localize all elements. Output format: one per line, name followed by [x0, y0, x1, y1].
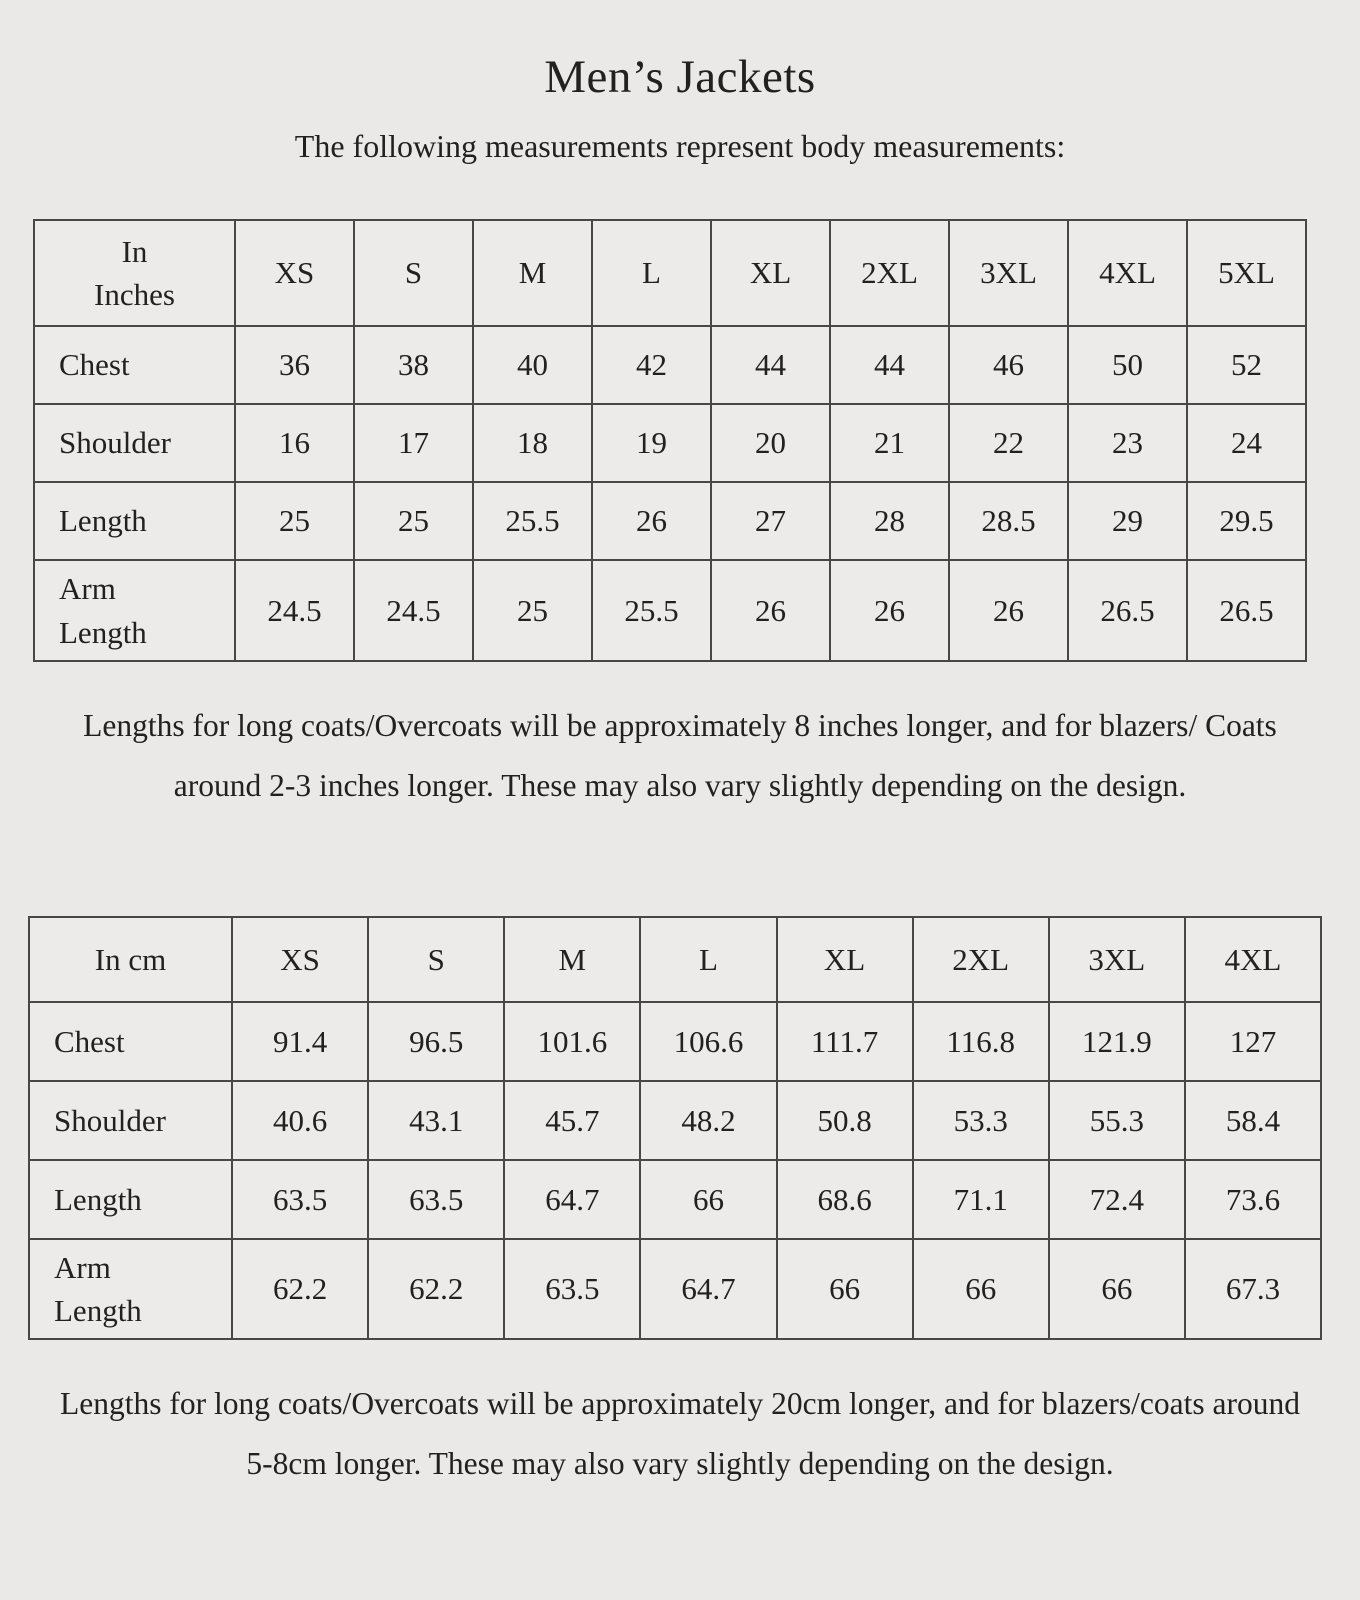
measurement-value-cell: 44 — [711, 326, 830, 404]
measurement-row-label — [29, 1160, 232, 1239]
measurement-value-cell: 42 — [592, 326, 711, 404]
measurement-value-cell: 63.5 — [368, 1160, 504, 1239]
measurement-value-cell: 67.3 — [1185, 1239, 1321, 1339]
measurement-row-label-text: Shoulder — [54, 1102, 166, 1138]
measurement-row-label-text: Chest — [59, 347, 130, 383]
inches-table-note: Lengths for long coats/Overcoats will be approximately 8 inches longer, and for blazers/ Coats around 2-3 inches longer. These may also vary slightly depending on the design. — [83, 708, 1277, 803]
measurement-row-label — [34, 482, 235, 560]
size-column-header: XS — [235, 220, 354, 326]
measurement-value-cell: 25 — [235, 482, 354, 560]
unit-header-cell — [29, 917, 232, 1002]
measurement-row-label — [34, 404, 235, 482]
measurement-value-cell: 21 — [830, 404, 949, 482]
measurement-row — [34, 560, 1306, 661]
unit-label: In Inches — [94, 233, 175, 312]
measurement-value-cell: 64.7 — [640, 1239, 776, 1339]
measurement-value-cell: 127 — [1185, 1002, 1321, 1081]
measurement-value-cell: 22 — [949, 404, 1068, 482]
measurement-value-cell: 50.8 — [777, 1081, 913, 1160]
measurement-row — [29, 1081, 1321, 1160]
cm-table-body — [29, 1002, 1321, 1339]
size-column-header: L — [640, 917, 776, 1002]
unit-header-cell — [34, 220, 235, 326]
measurement-row — [29, 1160, 1321, 1239]
measurement-value-cell: 36 — [235, 326, 354, 404]
measurement-value-cell: 26 — [949, 560, 1068, 661]
measurement-row-label — [29, 1239, 232, 1339]
measurement-value-cell: 68.6 — [777, 1160, 913, 1239]
measurement-value-cell: 24.5 — [354, 560, 473, 661]
measurement-row-label — [29, 1081, 232, 1160]
measurement-value-cell: 25.5 — [592, 560, 711, 661]
measurement-value-cell: 55.3 — [1049, 1081, 1185, 1160]
size-column-header: XL — [777, 917, 913, 1002]
measurement-value-cell: 111.7 — [777, 1002, 913, 1081]
measurement-value-cell: 66 — [640, 1160, 776, 1239]
size-column-header: 4XL — [1185, 917, 1321, 1002]
measurement-value-cell: 91.4 — [232, 1002, 368, 1081]
measurement-value-cell: 53.3 — [913, 1081, 1049, 1160]
measurement-value-cell: 48.2 — [640, 1081, 776, 1160]
measurement-row-label-text: Length — [54, 1181, 142, 1217]
measurement-value-cell: 25 — [354, 482, 473, 560]
measurement-row-label-text: Shoulder — [59, 425, 171, 461]
measurement-value-cell: 26 — [592, 482, 711, 560]
measurement-value-cell: 62.2 — [368, 1239, 504, 1339]
measurement-value-cell: 52 — [1187, 326, 1306, 404]
inches-table-body — [34, 326, 1306, 661]
measurement-value-cell: 25.5 — [473, 482, 592, 560]
measurement-value-cell: 96.5 — [368, 1002, 504, 1081]
inches-size-table — [33, 219, 1307, 662]
measurement-row-label-text: Arm Length — [59, 571, 147, 650]
size-column-header: M — [473, 220, 592, 326]
page-title: Men’s Jackets — [544, 51, 816, 103]
measurement-row-label-text: Arm Length — [54, 1249, 142, 1328]
measurement-value-cell: 58.4 — [1185, 1081, 1321, 1160]
measurement-value-cell: 63.5 — [232, 1160, 368, 1239]
measurement-value-cell: 72.4 — [1049, 1160, 1185, 1239]
measurement-value-cell: 26 — [711, 560, 830, 661]
measurement-value-cell: 63.5 — [504, 1239, 640, 1339]
measurement-value-cell: 24.5 — [235, 560, 354, 661]
measurement-value-cell: 43.1 — [368, 1081, 504, 1160]
size-column-header: 4XL — [1068, 220, 1187, 326]
measurement-value-cell: 25 — [473, 560, 592, 661]
measurement-value-cell: 38 — [354, 326, 473, 404]
measurement-value-cell: 121.9 — [1049, 1002, 1185, 1081]
header-row — [34, 220, 1306, 326]
measurement-value-cell: 17 — [354, 404, 473, 482]
measurement-value-cell: 40 — [473, 326, 592, 404]
measurement-value-cell: 26.5 — [1187, 560, 1306, 661]
size-column-header: 3XL — [949, 220, 1068, 326]
size-column-header: 2XL — [830, 220, 949, 326]
size-column-header: S — [354, 220, 473, 326]
cm-table-note: Lengths for long coats/Overcoats will be approximately 20cm longer, and for blazers/coats around 5-8cm longer. These may also vary slightly depending on the design. — [60, 1386, 1300, 1481]
size-column-header: 5XL — [1187, 220, 1306, 326]
size-column-header: XL — [711, 220, 830, 326]
measurement-value-cell: 73.6 — [1185, 1160, 1321, 1239]
measurement-value-cell: 29.5 — [1187, 482, 1306, 560]
measurement-row-label — [34, 560, 235, 661]
measurement-value-cell: 101.6 — [504, 1002, 640, 1081]
cm-table-header — [29, 917, 1321, 1002]
measurement-value-cell: 27 — [711, 482, 830, 560]
measurement-value-cell: 62.2 — [232, 1239, 368, 1339]
header-row — [29, 917, 1321, 1002]
cm-size-table — [28, 916, 1322, 1340]
measurement-value-cell: 28 — [830, 482, 949, 560]
measurement-value-cell: 29 — [1068, 482, 1187, 560]
measurement-value-cell: 66 — [1049, 1239, 1185, 1339]
measurement-value-cell: 46 — [949, 326, 1068, 404]
measurement-value-cell: 24 — [1187, 404, 1306, 482]
measurement-value-cell: 50 — [1068, 326, 1187, 404]
measurement-value-cell: 45.7 — [504, 1081, 640, 1160]
measurement-value-cell: 20 — [711, 404, 830, 482]
measurement-row-label-text: Length — [59, 503, 147, 539]
measurement-value-cell: 106.6 — [640, 1002, 776, 1081]
page-subtitle: The following measurements represent body measurements: — [294, 128, 1066, 164]
measurement-row — [29, 1239, 1321, 1339]
size-column-header: 3XL — [1049, 917, 1185, 1002]
measurement-row-label — [34, 326, 235, 404]
measurement-value-cell: 18 — [473, 404, 592, 482]
measurement-value-cell: 40.6 — [232, 1081, 368, 1160]
size-column-header: XS — [232, 917, 368, 1002]
measurement-value-cell: 16 — [235, 404, 354, 482]
measurement-row — [34, 404, 1306, 482]
measurement-value-cell: 71.1 — [913, 1160, 1049, 1239]
measurement-row — [29, 1002, 1321, 1081]
measurement-row-label-text: Chest — [54, 1023, 125, 1059]
measurement-row — [34, 482, 1306, 560]
size-column-header: S — [368, 917, 504, 1002]
unit-label: In cm — [94, 941, 167, 977]
size-column-header: L — [592, 220, 711, 326]
measurement-value-cell: 66 — [913, 1239, 1049, 1339]
measurement-row — [34, 326, 1306, 404]
measurement-value-cell: 116.8 — [913, 1002, 1049, 1081]
measurement-value-cell: 64.7 — [504, 1160, 640, 1239]
measurement-value-cell: 26 — [830, 560, 949, 661]
measurement-value-cell: 44 — [830, 326, 949, 404]
size-column-header: 2XL — [913, 917, 1049, 1002]
measurement-row-label — [29, 1002, 232, 1081]
measurement-value-cell: 28.5 — [949, 482, 1068, 560]
measurement-value-cell: 19 — [592, 404, 711, 482]
measurement-value-cell: 23 — [1068, 404, 1187, 482]
measurement-value-cell: 26.5 — [1068, 560, 1187, 661]
measurement-value-cell: 66 — [777, 1239, 913, 1339]
size-column-header: M — [504, 917, 640, 1002]
inches-table-header — [34, 220, 1306, 326]
